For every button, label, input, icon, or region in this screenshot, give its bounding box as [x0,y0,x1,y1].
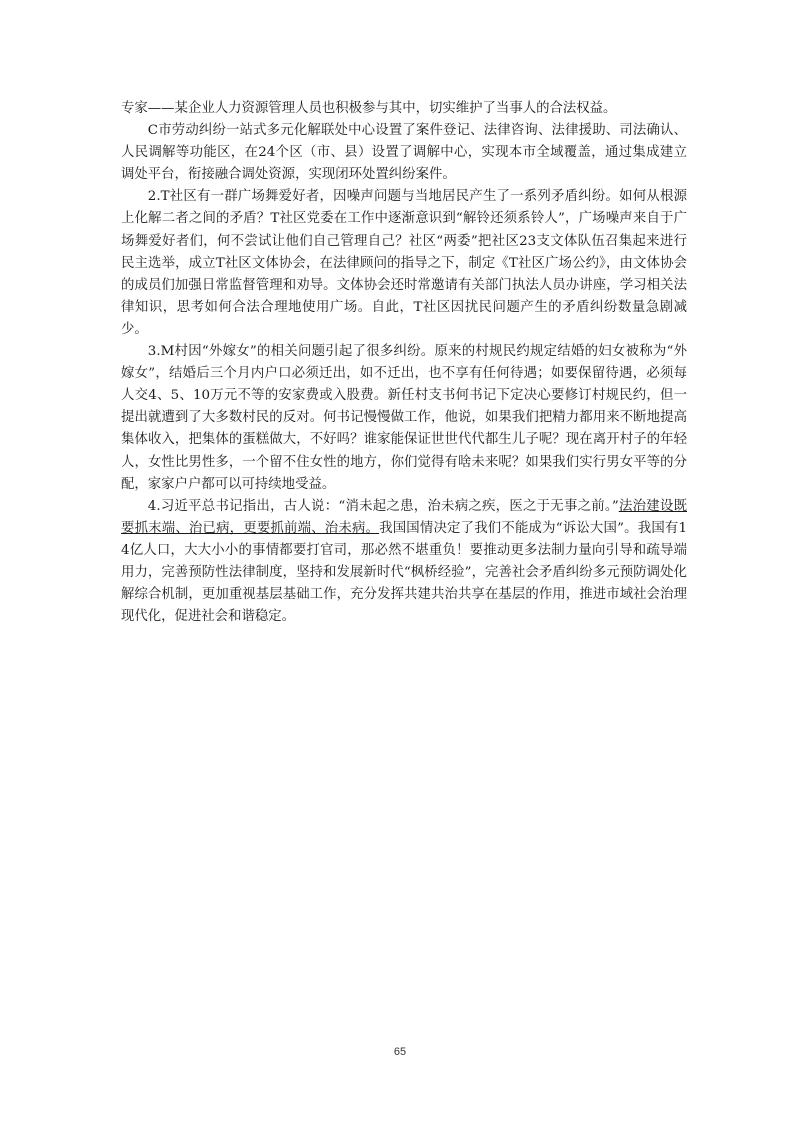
quote-text: 4.习近平总书记指出，古人说：“消未起之患，治未病之疾，医之于无事之前。” [147,498,619,514]
paragraph-m-village-married-women: 3.M村因“外嫁女”的相关问题引起了很多纠纷。原来的村规民约规定结婚的妇女被称为“外嫁女”，结婚后三个月内户口必须迁出，如不迁出，也不享有任何待遇；如要保留待遇，必须每人交4、5、10万元不等的安家费或入股费。新任村支书何书记下定决心要修订村规民约，但一提出就遭到了大多数村民的反对。何书记慢慢做工作，他说，如果我们把精力都用来不断地提高集体收入，把集体的蛋糕做大，不好吗？谁家能保证世世代代都生儿子呢？现在离开村子的年轻人，女性比男性多，一个留不住女性的地方，你们觉得有啥未来呢？如果我们实行男女平等的分配，家家户户都可以可持续地受益。 [121,344,687,492]
paragraph-c-city-labor-center: C市劳动纠纷一站式多元化解联处中心设置了案件登记、法律咨询、法律援助、司法确认、人民调解等功能区，在24个区（市、县）设置了调解中心，实现本市全域覆盖，通过集成建立调处平台，衔接融合调处资源，实现闭环处置纠纷案件。 [121,123,687,183]
paragraph-rest: 我国国情决定了我们不能成为“诉讼大国”。我国有14亿人口，大大小小的事情都要打官司，那必然不堪重负！要推动更多法制力量向引导和疏导端用力，完善预防性法律制度，坚持和发展新时代“枫桥经验”，完善社会矛盾纠纷多元预防调处化解综合机制，更加重视基层基础工作，充分发挥共建共治共享在基层的作用，推进市域社会治理现代化，促进社会和谐稳定。 [121,520,688,625]
paragraph-xi-jinping-quote [121,496,687,629]
underlined-text: 法治建设既要抓末端、治已病，更要抓前端、治未病。 [121,498,688,536]
paragraph-t-community-square-dance: 2.T社区有一群广场舞爱好者，因噪声问题与当地居民产生了一系列矛盾纠纷。如何从根源上化解二者之间的矛盾？T社区党委在工作中逐渐意识到“解铃还须系铃人”，广场噪声来自于广场舞爱好者们，何不尝试让他们自己管理自己？社区“两委”把社区23支文体队伍召集起来进行民主选举，成立T社区文体协会，在法律顾问的指导之下，制定《T社区广场公约》，由文体协会的成员们加强日常监督管理和劝导。文体协会还时常邀请有关部门执法人员办讲座，学习相关法律知识，思考如何合法合理地使用广场。自此，T社区因扰民问题产生的矛盾纠纷数量急剧减少。 [121,189,687,337]
body-text [121,98,687,628]
paragraph-continuation: 专家——某企业人力资源管理人员也积极参与其中，切实维护了当事人的合法权益。 [121,101,617,116]
page-number: 65 [393,1046,407,1058]
